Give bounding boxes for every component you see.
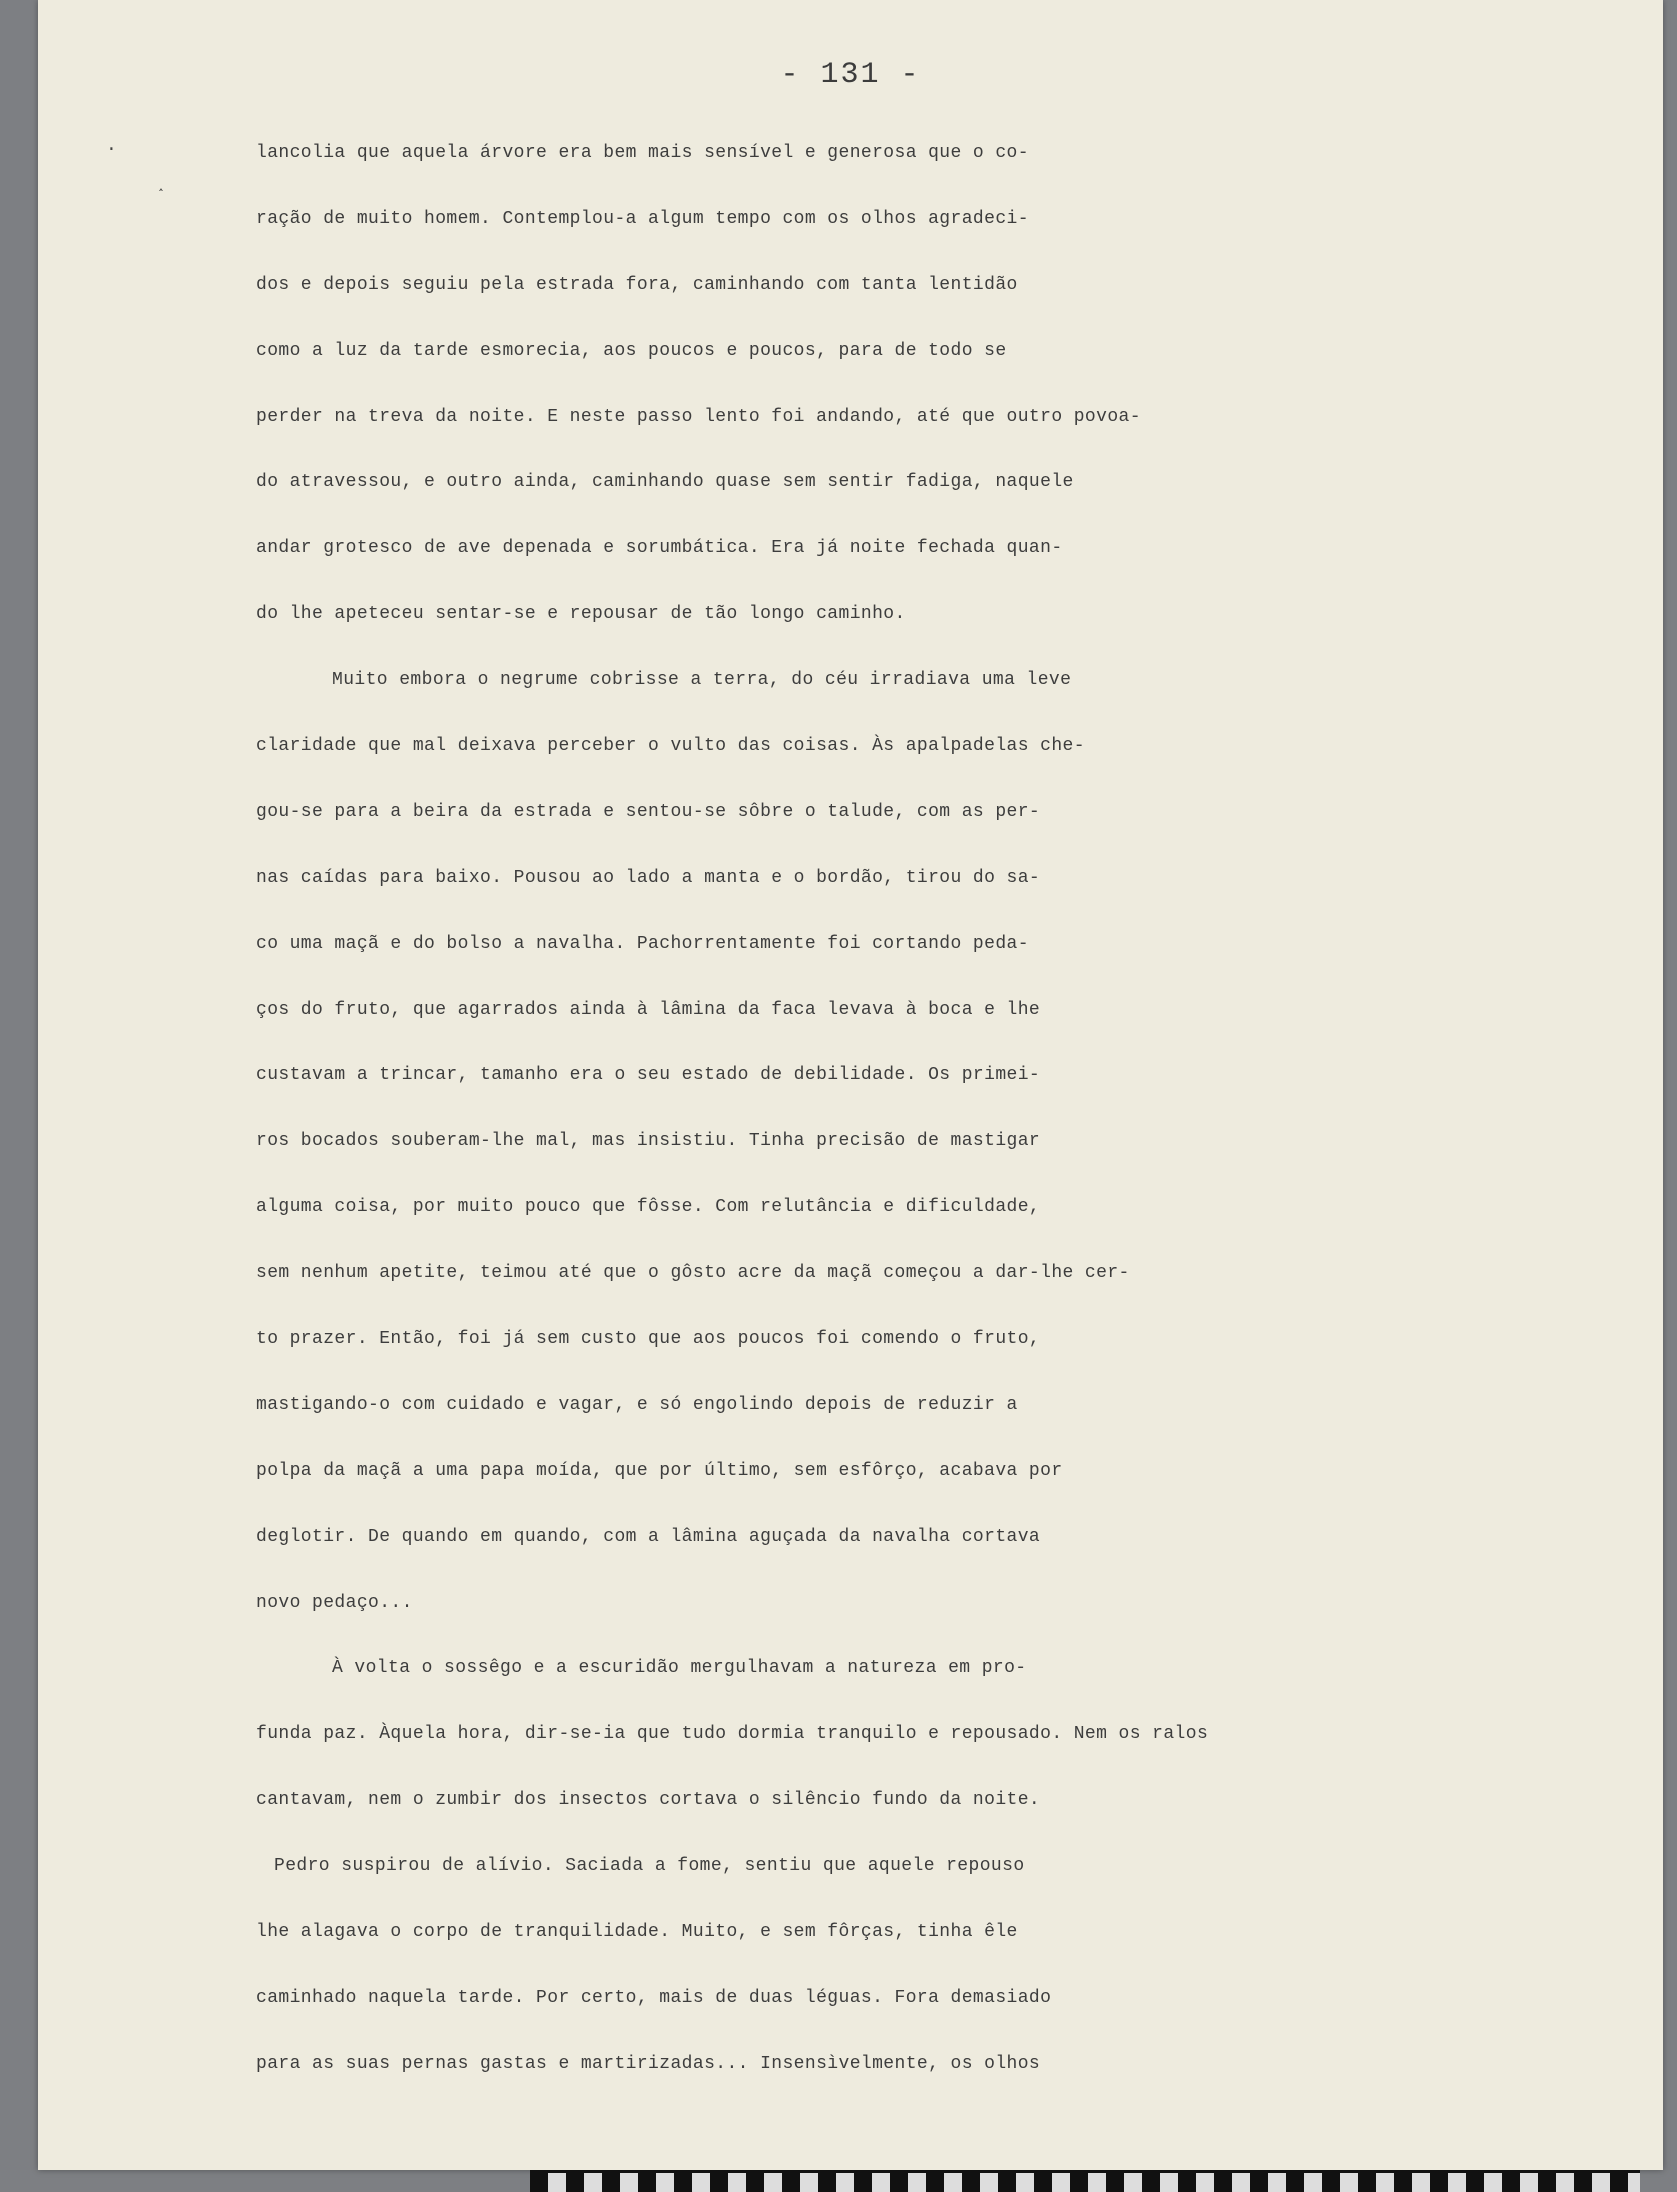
text-line: co uma maçã e do bolso a navalha. Pachorrentamente foi cortando peda- — [256, 933, 1029, 954]
typescript-page — [38, 0, 1663, 2170]
text-line: Pedro suspirou de alívio. Saciada a fome, sentiu que aquele repouso — [274, 1856, 1025, 1877]
text-line: ração de muito homem. Contemplou-a algum tempo com os olhos agradeci- — [256, 208, 1029, 229]
text-line: dos e depois seguiu pela estrada fora, caminhando com tanta lentidão — [256, 274, 1018, 295]
text-line: custavam a trincar, tamanho era o seu estado de debilidade. Os primei- — [256, 1065, 1041, 1086]
page-number: - 131 - — [780, 58, 921, 92]
text-line: alguma coisa, por muito pouco que fôsse. Com relutância e dificuldade, — [256, 1197, 1041, 1218]
text-line: mastigando-o com cuidado e vagar, e só engolindo depois de reduzir a — [256, 1394, 1018, 1415]
text-line: to prazer. Então, foi já sem custo que aos poucos foi comendo o fruto, — [256, 1329, 1041, 1350]
text-line: polpa da maçã a uma papa moída, que por último, sem esfôrço, acabava por — [256, 1460, 1063, 1481]
text-line: Muito embora o negrume cobrisse a terra, do céu irradiava uma leve — [332, 670, 1072, 691]
text-line: caminhado naquela tarde. Por certo, mais de duas léguas. Fora demasiado — [256, 1987, 1052, 2008]
text-line: nas caídas para baixo. Pousou ao lado a manta e o bordão, tirou do sa- — [256, 867, 1041, 888]
text-line: do lhe apeteceu sentar-se e repousar de tão longo caminho. — [256, 604, 906, 625]
text-line: deglotir. De quando em quando, com a lâmina aguçada da navalha cortava — [256, 1526, 1041, 1547]
text-line: novo pedaço... — [256, 1592, 413, 1613]
text-line: sem nenhum apetite, teimou até que o gôsto acre da maçã começou a dar-lhe cer- — [256, 1263, 1130, 1284]
text-line: ros bocados souberam-lhe mal, mas insistiu. Tinha precisão de mastigar — [256, 1131, 1041, 1152]
margin-dot-mark: · — [106, 140, 117, 160]
text-line: funda paz. Àquela hora, dir-se-ia que tudo dormia tranquilo e repousado. Nem os ralos — [256, 1724, 1209, 1745]
margin-tick-mark: ˰ — [158, 174, 169, 194]
text-line: gou-se para a beira da estrada e sentou-se sôbre o talude, com as per- — [256, 801, 1041, 822]
text-line: como a luz da tarde esmorecia, aos poucos e poucos, para de todo se — [256, 340, 1007, 361]
text-line: perder na treva da noite. E neste passo lento foi andando, até que outro povoa- — [256, 406, 1141, 427]
text-line: do atravessou, e outro ainda, caminhando quase sem sentir fadiga, naquele — [256, 472, 1074, 493]
text-line: claridade que mal deixava perceber o vulto das coisas. Às apalpadelas che- — [256, 736, 1085, 757]
text-line: lancolia que aquela árvore era bem mais sensível e generosa que o co- — [256, 143, 1029, 163]
text-line: ços do fruto, que agarrados ainda à lâmina da faca levava à boca e lhe — [256, 999, 1041, 1020]
text-line: andar grotesco de ave depenada e sorumbática. Era já noite fechada quan- — [256, 538, 1063, 559]
text-line: À volta o sossêgo e a escuridão mergulhavam a natureza em pro- — [332, 1658, 1027, 1679]
text-line: lhe alagava o corpo de tranquilidade. Muito, e sem fôrças, tinha êle — [256, 1922, 1018, 1943]
text-line: cantavam, nem o zumbir dos insectos cortava o silêncio fundo da noite. — [256, 1790, 1041, 1811]
text-line: para as suas pernas gastas e martirizadas... Insensìvelmente, os olhos — [256, 2053, 1041, 2074]
body-text — [256, 121, 1677, 2098]
